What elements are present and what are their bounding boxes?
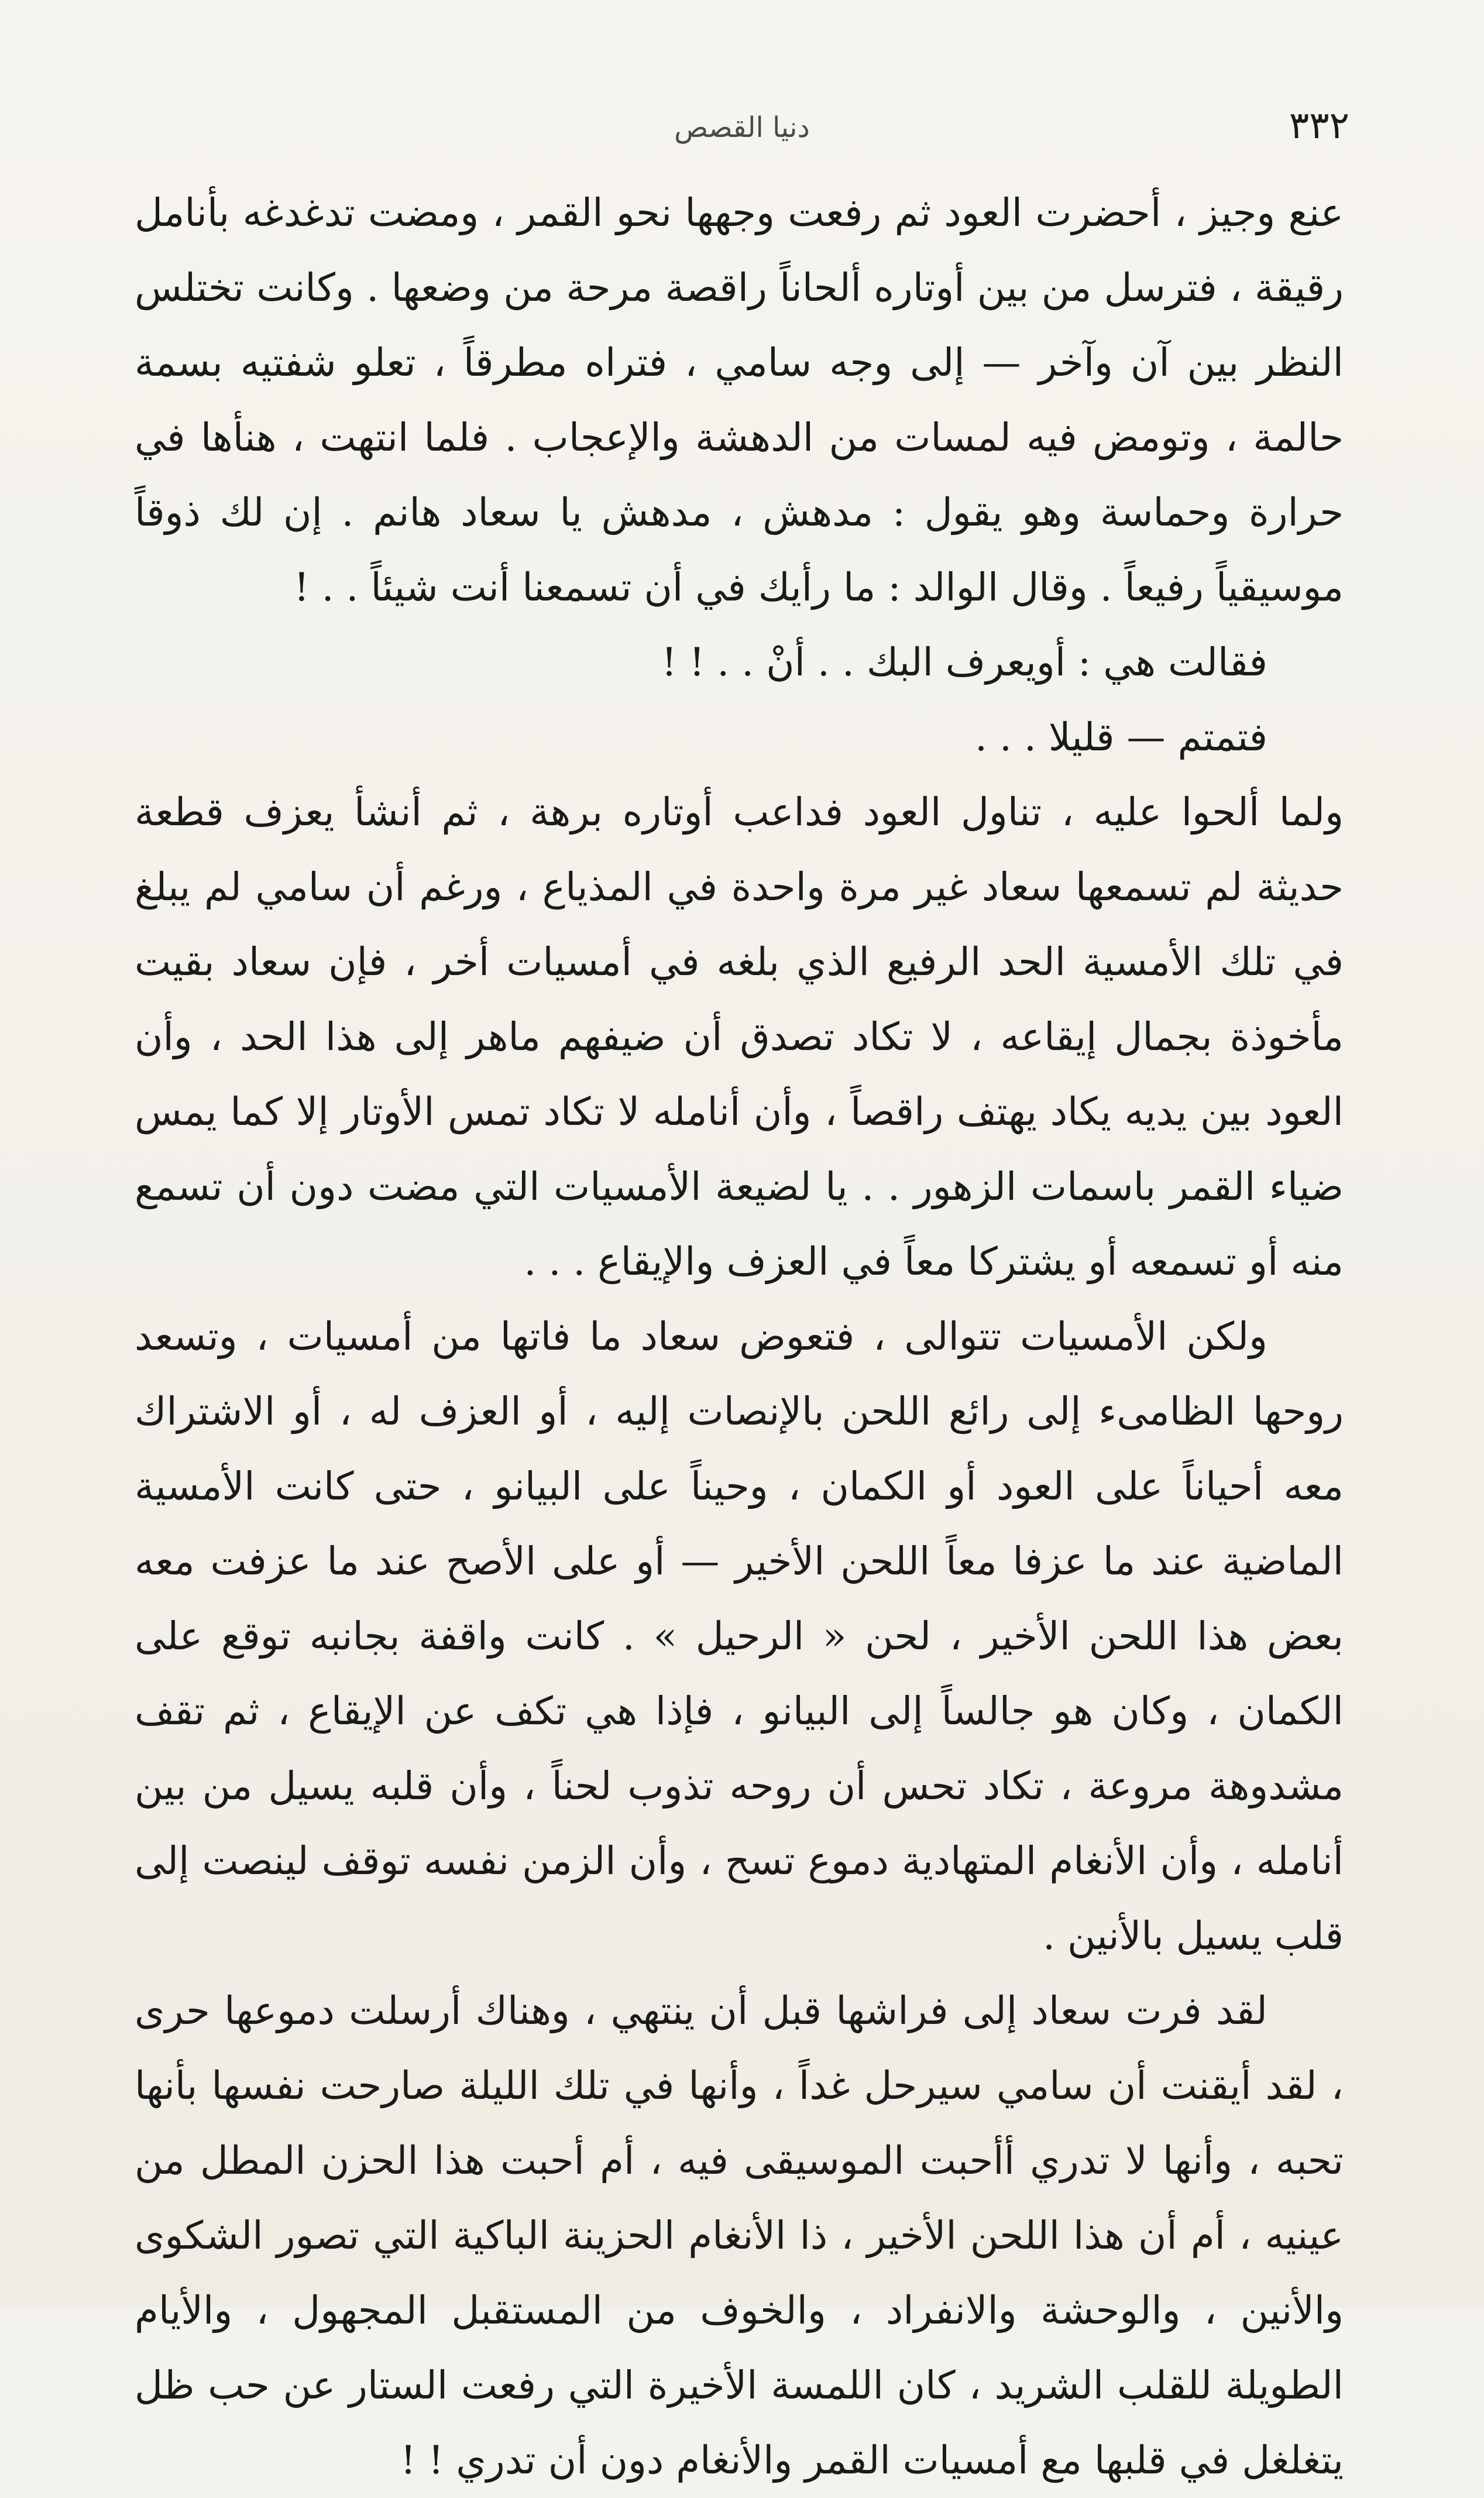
paragraph: فقالت هي : أويعرف البك . . أنْ . . ! ! [661,640,1267,685]
paragraph: ولكن الأمسيات تتوالى ، فتعوض سعاد ما فاتها من أمسيات ، وتسعد روحها الظامىء إلى رائع اللحن بالإنصات إليه ، أو العزف له ، أو الاشتراك معه أحياناً على العود أو الكمان ، وحيناً على البيانو ، حتى كانت الأمسية الماضية عند ما عزفا معاً اللحن الأخير — أو على الأصح عند ما عزفت معه بعض هذا اللحن الأخير ، لحن « الرحيل » . كانت واقفة بجانبه توقع على الكمان ، وكان هو جالساً إلى البيانو ، فإذا هي تكف عن الإيقاع ، ثم تقف مشدوهة مروعة ، تكاد تحس أن روحه تذوب لحناً ، وأن قلبه يسيل من بين أنامله ، وأن الأنغام المتهادية دموع تسح ، وأن الزمن نفسه توقف لينصت إلى قلب يسيل بالأنين . [135,1314,1344,1958]
paragraph: عنع وجيز ، أحضرت العود ثم رفعت وجهها نحو القمر ، ومضت تدغدغه بأنامل رقيقة ، فترسل من بين أوتاره ألحاناً راقصة مرحة من وضعها . وكانت تختلس النظر بين آن وآخر — إلى وجه سامي ، فتراه مطرقاً ، تعلو شفتيه بسمة حالمة ، وتومض فيه لمسات من الدهشة والإعجاب . فلما انتهت ، هنأها في حرارة وحماسة وهو يقول : مدهش ، مدهش يا سعاد هانم . إن لك ذوقاً موسيقياً رفيعاً . وقال الوالد : ما رأيك في أن تسمعنا أنت شيئاً . . ! [135,190,1344,610]
page-header [135,94,1349,158]
paragraph: لقد فرت سعاد إلى فراشها قبل أن ينتهي ، وهناك أرسلت دموعها حرى ، لقد أيقنت أن سامي سيرحل غداً ، وأنها في تلك الليلة صارحت نفسها بأنها تحبه ، وأنها لا تدري أأحبت الموسيقى فيه ، أم أحبت هذا الحزن المطل من عينيه ، أم أن هذا اللحن الأخير ، ذا الأنغام الحزينة الباكية التي تصور الشكوى والأنين ، والوحشة والانفراد ، والخوف من المستقبل المجهول ، والأيام الطويلة للقلب الشريد ، كان اللمسة الأخيرة التي رفعت الستار عن حب ظل يتغلغل في قلبها مع أمسيات القمر والأنغام دون أن تدري ! ! [135,1988,1344,2483]
paragraph: ولما ألحوا عليه ، تناول العود فداعب أوتاره برهة ، ثم أنشأ يعزف قطعة حديثة لم تسمعها سعاد غير مرة واحدة في المذياع ، ورغم أن سامي لم يبلغ في تلك الأمسية الحد الرفيع الذي بلغه في أمسيات أخر ، فإن سعاد بقيت مأخوذة بجمال إيقاعه ، لا تكاد تصدق أن ضيفهم ماهر إلى هذا الحد ، وأن العود بين يديه يكاد يهتف راقصاً ، وأن أنامله لا تكاد تمس الأوتار إلا كما يمس ضياء القمر باسمات الزهور . . يا لضيعة الأمسيات التي مضت دون أن تسمع منه أو تسمعه أو يشتركا معاً في العزف والإيقاع . . . [135,790,1344,1284]
running-title: دنيا القصص [674,111,810,144]
body-text [135,176,1344,2498]
page-number: ٣٣٢ [1289,104,1349,147]
paragraph: فتمتم — قليلا . . . [975,715,1267,760]
